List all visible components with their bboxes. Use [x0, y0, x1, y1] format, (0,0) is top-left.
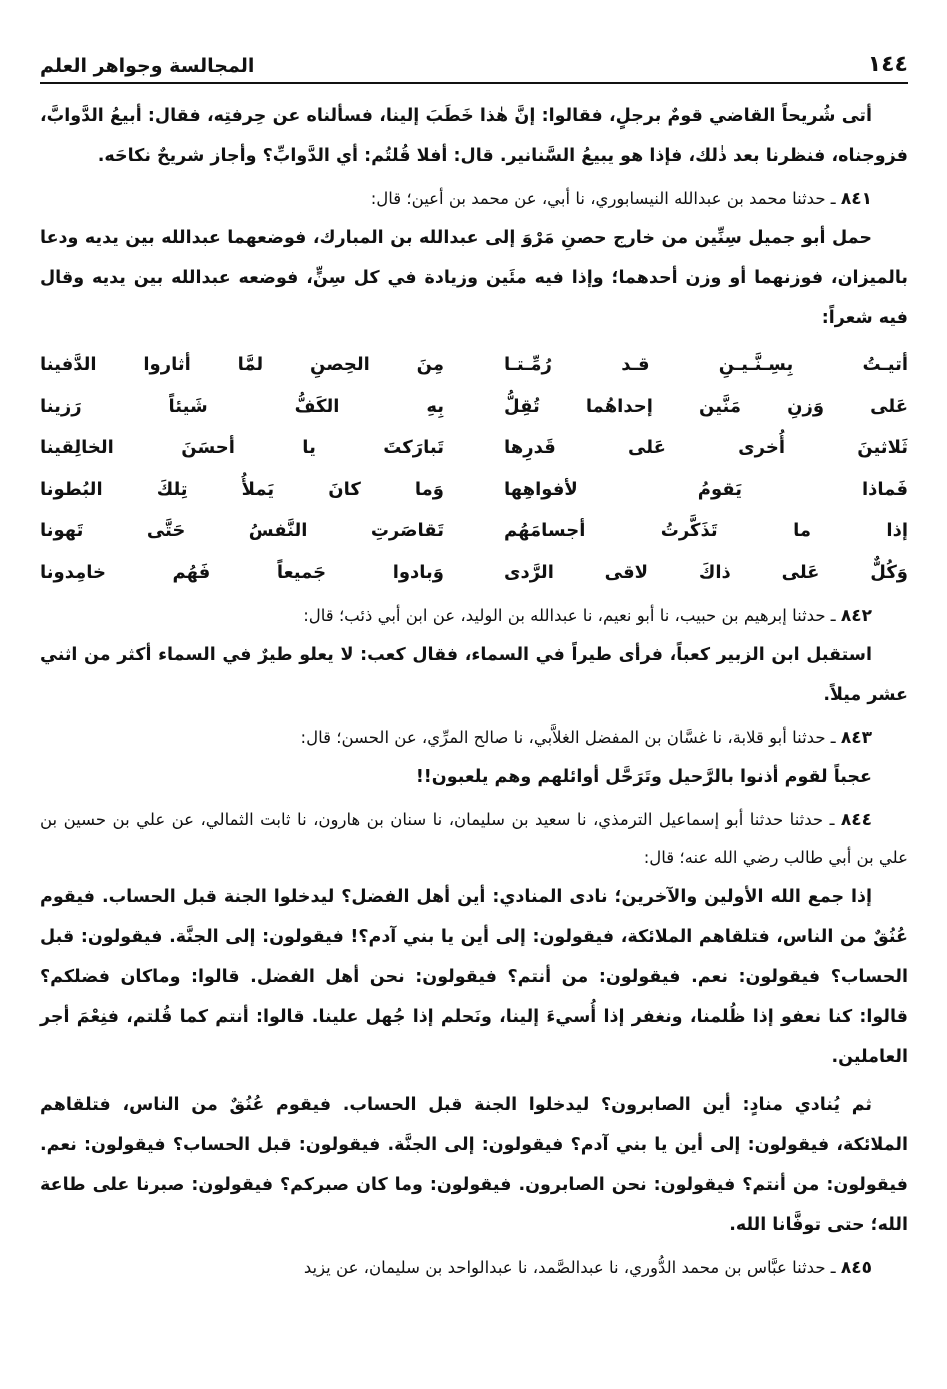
paragraph-top: أتى شُريحاً القاضي قومٌ برجلٍ، فقالوا: إنَّ هٰذا خَطَبَ إلينا، فسألناه عن حِرفتِه، فقال: أبيعُ الدَّوابَّ، فزوجناه، فنظرنا بعد ذٰلك، فإذا هو يبيعُ السَّنانير. قال: أفلا قُلتُم: أي الدَّوابِّ؟ وأجاز شريحٌ نكاحَه. [40, 106, 908, 166]
paragraph-gap [40, 1077, 908, 1085]
hadith-844-chain [40, 801, 908, 877]
page-body [40, 96, 908, 1287]
isnad-text: ـ حدثنا محمد بن عبدالله النيسابوري، نا أبي، عن محمد بن أعين؛ قال: [370, 189, 836, 208]
running-title: المجالسة وجواهر العلم [40, 55, 255, 77]
hadith-842-chain [40, 597, 908, 635]
verse-2-first-hemistich: عَلى وَزنِ مَنَّين إحداهُما تُقِلُّ [504, 395, 908, 417]
verse-6-second-hemistich: وَبادوا جَميعاً فَهُم خامِدونا [40, 561, 444, 583]
verse-1-first-hemistich: أتيـتُ بِسِـنَّـيـنِ قـد رُمِّـتـا [504, 354, 908, 375]
hadith-844-text-part-1: إذا جمع الله الأولين والآخرين؛ نادى المنادي: أين أهل الفضل؟ ليدخلوا الجنة قبل الحساب. فيقوم عُنُقٌ من الناس، فتلقاهم الملائكة، فيقولون: إلى أين يا بني آدم؟! فيقولون: إلى الجنَّة. فيقولون: قبل الحساب؟ فيقولون: نعم. فيقولون: من أنتم؟ فيقولون: نحن أهل الفضل. قالوا: وماكان فضلكم؟ قالوا: كنا نعفو إذا ظُلمنا، ونغفر إذا أُسيءَ إلينا، ونَحلم إذا جُهل علينا. قالوا: أنتم كما قُلتم، فنِعْمَ أجر العاملين. [40, 887, 908, 1067]
verse-3-second-hemistich: تَبارَكتَ يا أحسَنَ الخالِقينا [40, 437, 444, 458]
hadith-843-chain [40, 719, 908, 757]
hadith-841-text: حمل أبو جميل سِنِّين من خارج حصنِ مَرْوَ إلى عبدالله بن المبارك، فوضعهما عبدالله بين يديه ودعا بالميزان، فوزنهما أو وزن أحدهما؛ وإذا فيه مئَين وزيادة في كل سِنٍّ، فوضعه عبدالله بين يديه وقال فيه شعراً: [40, 228, 908, 328]
verse-5-first-hemistich: إذا ما تَذَكَّرتُ أجسامَهُم [504, 520, 908, 541]
hadith-number: ٨٤٥ [840, 1258, 872, 1278]
hadith-number: ٨٤١ [840, 189, 872, 209]
verse-6-first-hemistich: وَكُلٌّ عَلى ذاكَ لاقى الرَّدى [504, 561, 908, 583]
poem [40, 344, 908, 593]
book-page [40, 44, 908, 1374]
isnad-text: ـ حدثنا حدثنا أبو إسماعيل الترمذي، نا سعيد بن سليمان، نا سنان بن هارون، نا ثابت الثمالي، عن علي بن حسين بن علي بن أبي طالب رضي الله عنه؛ قال: [40, 810, 908, 867]
isnad-text: ـ حدثنا أبو قلابة، نا غسَّان بن المفضل الغلاَّبي، نا صالح المرِّي، عن الحسن؛ قال: [300, 728, 836, 747]
verse-1-second-hemistich: مِنَ الحِصنِ لمَّا أثاروا الدَّفينا [40, 354, 444, 375]
verse-4-second-hemistich: وَما كانَ يَملأُ تِلكَ البُطونا [40, 478, 444, 500]
verse-2-second-hemistich: بِهِ الكَفُّ شَيئاً رَزينا [40, 395, 444, 417]
hadith-number: ٨٤٤ [840, 810, 872, 830]
hadith-844-text-part-2: ثم يُنادي منادٍ: أين الصابرون؟ ليدخلوا الجنة قبل الحساب. فيقوم عُنُقٌ من الناس، فتلقاهم الملائكة، فيقولون: إلى أين يا بني آدم؟ فيقولون: إلى الجنَّة. فيقولون: قبل الحساب؟ فيقولون: نعم. فيقولون: من أنتم؟ فيقولون: نحن الصابرون. فيقولون: وما كان صبركم؟ فيقولون: صبرنا على طاعة الله؛ حتى توفَّانا الله. [40, 1095, 908, 1235]
hadith-841-chain [40, 180, 908, 218]
hadith-number: ٨٤٣ [840, 728, 872, 748]
page-header [40, 44, 908, 84]
hadith-number: ٨٤٢ [840, 606, 872, 626]
hadith-845-chain [40, 1249, 908, 1287]
isnad-text: ـ حدثنا إبرهيم بن حبيب، نا أبو نعيم، نا عبدالله بن الوليد، عن ابن أبي ذئب؛ قال: [303, 606, 836, 625]
page-number: ١٤٤ [867, 52, 908, 77]
verse-3-first-hemistich: ثَلاثينَ أُخرى عَلى قَدرِها [504, 437, 908, 458]
verse-5-second-hemistich: تَقاصَرتِ النَّفسُ حَتَّى تَهونا [40, 520, 444, 541]
hadith-842-text: استقبل ابن الزبير كعباً، فرأى طيراً في السماء، فقال كعب: لا يعلو طيرٌ في السماء أكثر من اثني عشر ميلاً. [40, 645, 908, 705]
hadith-843-text: عجباً لقوم أذنوا بالرَّحيل وتَرَحَّل أوائلهم وهم يلعبون!! [415, 767, 872, 787]
verse-4-first-hemistich: فَماذا يَقومُ لأفواهِها [504, 478, 908, 500]
isnad-text: ـ حدثنا عبَّاس بن محمد الدُّوري، نا عبدالصَّمد، نا عبدالواحد بن سليمان، عن يزيد [303, 1258, 836, 1277]
